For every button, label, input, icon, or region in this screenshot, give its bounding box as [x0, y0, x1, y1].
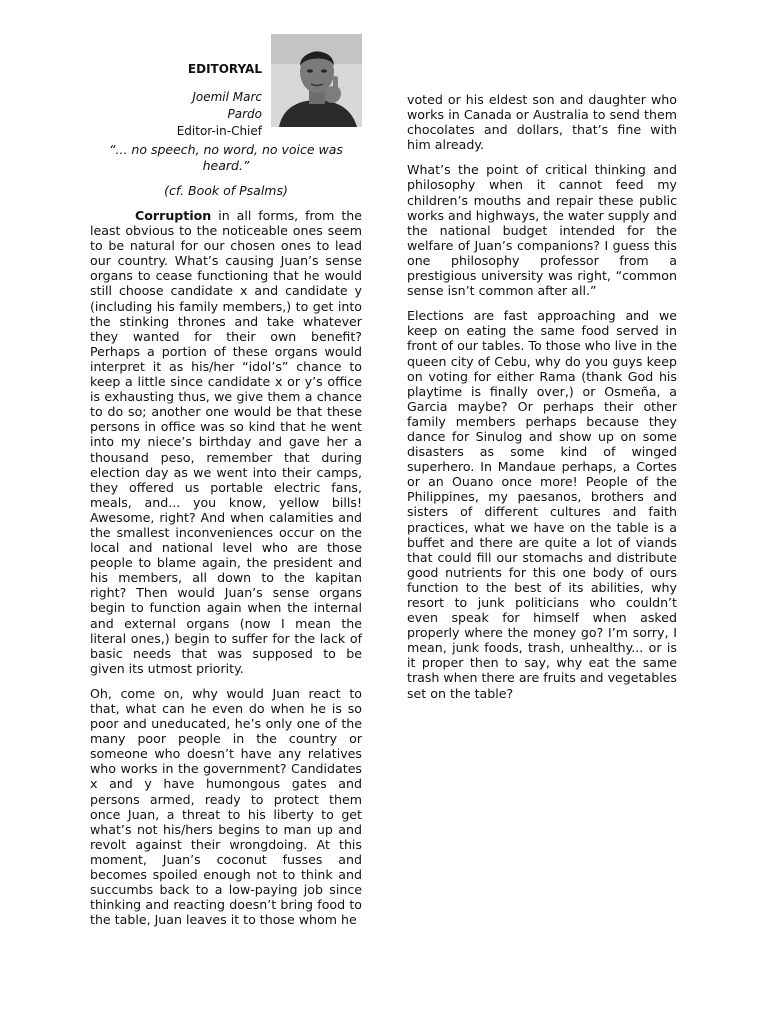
paragraph-4: Elections are fast approaching and we keep on eating the same food served in front of our tables. To those who live in the queen city of Cebu, why do you guys keep on voting for either Rama (thank God his playtime is finally over,) or Osmeña, a Garcia maybe? Or perhaps their other family members perhaps because they dance for Sinulog and show up on some disasters as some kind of winged superhero. In Mandaue perhaps, a Cortes or an Ouano once more! People of the Philippines, my paesanos, brothers and sisters of different cultures and faith practices, what we have on the table is a buffet and there are quite a lot of viands that could fill our stomachs and distribute good nutrients for this one body of ours function to the best of its abilities, why resort to junk politicians who couldn’t even speak for himself when asked properly where the money go? I’m sorry, I mean, junk foods, trash, unhealthy... or is it proper then to say, why eat the same trash when there are fruits and vegetables set on the table?: [407, 308, 677, 701]
paragraph-1-text: in all forms, from the least obvious to the noticeable ones seem to be natural for our chosen ones to lead our country. What’s causing Juan’s sense organs to cease functioning that he would still choose candidate x and candidate y (including his family members,) to get into the stinking thrones and take whatever they wanted for their own benefit? Perhaps a portion of these organs would interpret it as his/her “idol’s” chance to keep a little since candidate x or y’s office is exhausting thus, we give them a chance to do so; another one would be that these persons in office was so kind that he went into my niece’s birthday and gave her a thousand peso, remember that during election day as we went into their camps, they offered us portable electric fans, meals, and... you know, yellow bills! Awesome, right? And when calamities and the smallest inconveniences occur on the local and national level who are those people to blame again, the president and his members, all down to the kapitan right? Then would Juan’s sense organs begin to function again when the internal and external organs (now I mean the literal ones,) begin to suffer for the lack of basic needs that was supposed to be given its utmost priority.: [90, 208, 362, 676]
author-last-name: Pardo: [227, 107, 262, 121]
article-column-right: [407, 92, 677, 711]
paragraph-2-continued: voted or his eldest son and daughter who works in Canada or Australia to send them chocolates and dollars, that’s fine with him already.: [407, 92, 677, 153]
paragraph-3: What’s the point of critical thinking and philosophy when it cannot feed my children’s mouths and repair these public works and highways, the water supply and the national budget intended for the welfare of Juan’s companions? I guess this one philosophy professor from a prestigious university was right, “common sense isn’t common after all.”: [407, 162, 677, 299]
author-photo: [271, 34, 362, 127]
author-role: Editor-in-Chief: [176, 124, 262, 138]
paragraph-1: [90, 208, 362, 676]
article-column-left: [90, 208, 362, 937]
lead-word: Corruption: [135, 208, 212, 223]
paragraph-2: Oh, come on, why would Juan react to that, what can he even do when he is so poor and uneducated, he’s only one of the many poor people in the country or someone who doesn’t have any relatives who works in the government? Candidates x and y have humongous gates and persons armed, ready to protect them once Juan, a threat to his liberty to get what’s not his/hers begins to man up and revolt against their wrongdoing. At this moment, Juan’s coconut fusses and becomes spoiled enough not to think and succumbs back to a low-paying job since thinking and reacting doesn’t bring food to the table, Juan leaves it to those whom he: [90, 685, 362, 928]
author-first-name: Joemil Marc: [192, 90, 262, 104]
section-label: EDITORYAL: [187, 62, 262, 76]
author-portrait-icon: [271, 34, 362, 127]
epigraph-quote: “... no speech, no word, no voice was heard.”: [109, 142, 343, 173]
epigraph-citation: (cf. Book of Psalms): [164, 183, 288, 198]
author-name: [150, 89, 262, 123]
